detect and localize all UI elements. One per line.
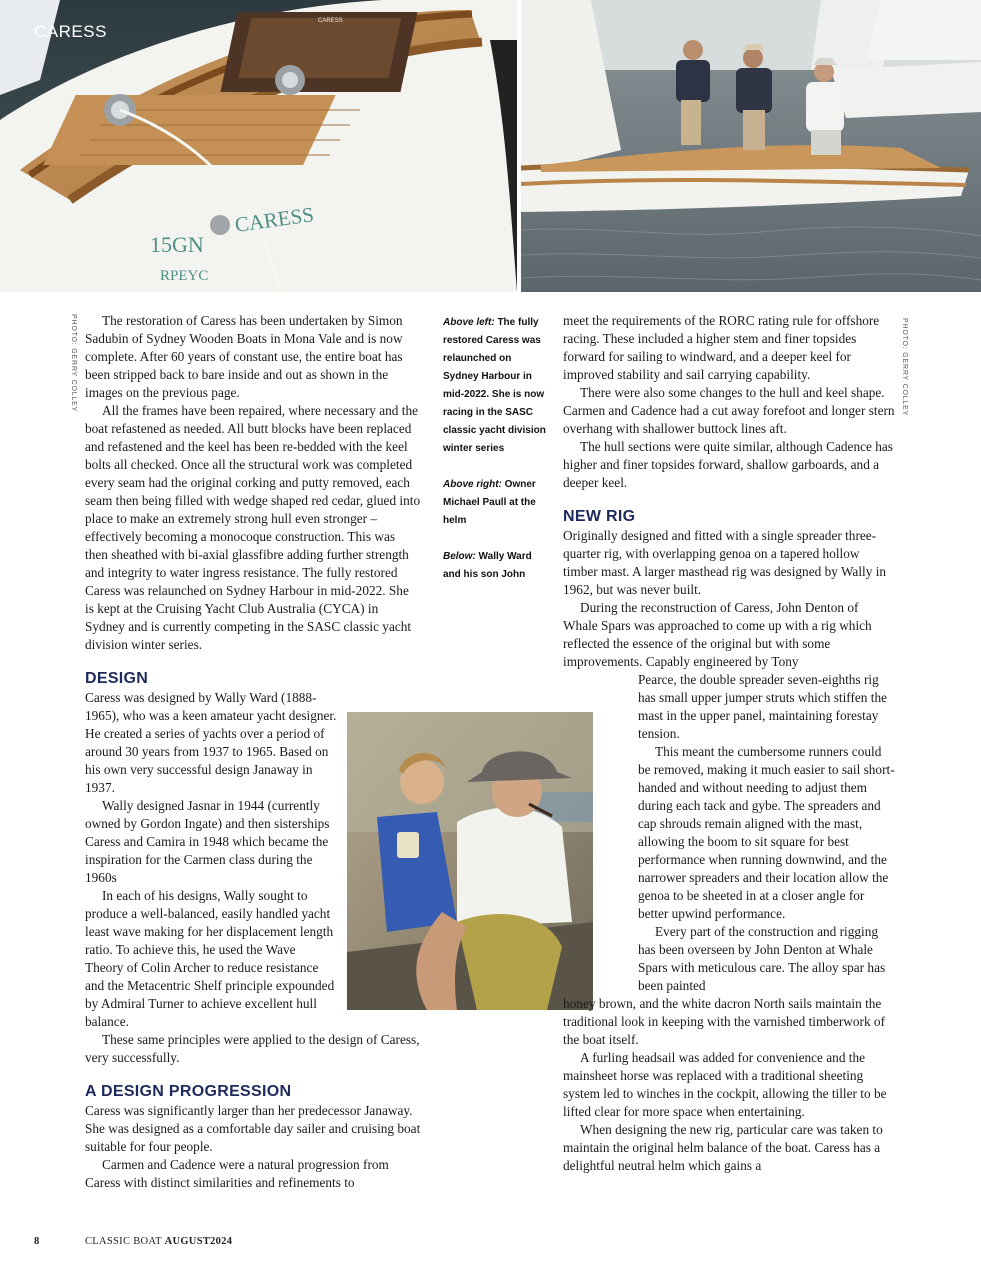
body-paragraph: All the frames have been repaired, where necessary and the boat refastened as needed. All butt blocks have been replaced and refastened and the keel has been re-bedded with the keel bolts all checked. Once all the structural work was completed every seam had the original corking and putty removed, each seam then being filled with wedge shaped red cedar, glued into place to make an extremely strong hull even stronger – effectively becoming a monocoque construction. This was then sheathed with bi-axial glassfibre adding further strength and integrity to water ingress resistance. The fully restored Caress was relaunched on Sydney Harbour in mid-2022. She is kept at the Cruising Yacht Club Australia (CYCA) in Sydney and is currently competing in the SASC classic yacht division winter series. bbox=[85, 403, 421, 652]
heading-design-progression: A DESIGN PROGRESSION bbox=[85, 1083, 292, 1100]
photo-credit-right: PHOTO: GERRY COLLEY bbox=[901, 318, 908, 417]
photo-tag: CARESS bbox=[34, 22, 107, 41]
photo-wally-ward-and-son bbox=[347, 712, 593, 1010]
body-paragraph: Originally designed and fitted with a single spreader three-quarter rig, with overlapping genoa on a tapered hollow timber mast. A larger masthead rig was designed by Wally in 1962, but was never built. bbox=[563, 528, 887, 597]
body-paragraph: The restoration of Caress has been undertaken by Simon Sadubin of Sydney Wooden Boats in Mona Vale and is now complete. After 60 years of constant use, the entire boat has been stripped back to bare inside and out as shown in the images on the previous page. bbox=[85, 313, 403, 400]
body-paragraph: This meant the cumbersome runners could be removed, making it much easier to sail short-handed and without needing to adjust them during each tack and gybe. The spreaders and cap shrouds remain aligned with the mast, allowing the boom to sit square for best performance when running downwind, and the narrower spreaders and their location allow the genoa to be sheeted in at a closer angle for better upwind performance. bbox=[638, 744, 895, 921]
photo-credit-left: PHOTO: GERRY COLLEY bbox=[70, 314, 77, 413]
body-paragraph: Pearce, the double spreader seven-eighths rig has small upper jumper struts which stiffen the mast in the upper panel, maintaining forestay tension. bbox=[638, 672, 888, 741]
body-paragraph: In each of his designs, Wally sought to produce a well-balanced, easily handled yacht least wave making for her displacement length ratio. To achieve this, he used the Wave Theory of Colin Archer to reduce resistance and the Metacentric Shelf principle expounded by Admiral Turner to achieve excellent hull balance. bbox=[85, 888, 335, 1029]
photo-owner-at-helm bbox=[521, 0, 981, 292]
article-column-3 bbox=[563, 312, 895, 1175]
body-paragraph: During the reconstruction of Caress, John Denton of Whale Spars was approached to come up with a rig which reflected the essence of the original but with some improvements. Capably engineered by Tony bbox=[563, 600, 872, 669]
heading-new-rig: NEW RIG bbox=[563, 508, 636, 525]
photo-captions bbox=[443, 314, 547, 602]
body-paragraph: The hull sections were quite similar, although Cadence has higher and finer topsides forward, shallow garboards, and a deeper keel. bbox=[563, 439, 893, 490]
photo-caress-deck bbox=[0, 0, 517, 292]
hull-sail-number: 15GN bbox=[150, 232, 204, 257]
caption-above-left: Above left: The fully restored Caress was relaunched on Sydney Harbour in mid-2022. She is now racing in the SASC classic yacht division winter series bbox=[443, 317, 546, 454]
body-paragraph: A furling headsail was added for convenience and the mainsheet horse was replaced with a traditional sheeting system led to winches in the cockpit, allowing the tiller to be lifted clear for more space when entertaining. bbox=[563, 1050, 887, 1119]
magazine-footer bbox=[85, 1236, 232, 1247]
hull-club: RPEYC bbox=[160, 268, 209, 284]
body-paragraph: Caress was designed by Wally Ward (1888-1965), who was a keen amateur yacht designer. He created a series of yachts over a period of around 30 years from 1937 to 1965. Based on his own very successful design Janaway in 1937. bbox=[85, 690, 337, 795]
body-paragraph: There were also some changes to the hull and keel shape. Carmen and Cadence had a cut away forefoot and longer stern overhang with shallower buttock lines aft. bbox=[563, 385, 895, 436]
caption-below: Below: Wally Ward and his son John bbox=[443, 551, 532, 580]
body-paragraph: honey brown, and the white dacron North sails maintain the traditional look in keeping with the varnished timberwork of the boat itself. bbox=[563, 996, 886, 1047]
body-paragraph: Caress was significantly larger than her predecessor Janaway. She was designed as a comfortable day sailer and cruising boat suitable for four people. bbox=[85, 1103, 421, 1154]
heading-design: DESIGN bbox=[85, 670, 149, 687]
page-number: 8 bbox=[34, 1236, 40, 1247]
body-paragraph: Every part of the construction and rigging has been overseen by John Denton at Whale Spars with meticulous care. The alloy spar has been painted bbox=[638, 924, 886, 993]
body-paragraph: Carmen and Cadence were a natural progression from Caress with distinct similarities and refinements to bbox=[85, 1157, 389, 1190]
magazine-title: CLASSIC BOAT bbox=[85, 1236, 162, 1247]
body-paragraph: These same principles were applied to the design of Caress, very successfully. bbox=[85, 1032, 420, 1065]
magazine-issue: AUGUST2024 bbox=[164, 1236, 233, 1247]
body-paragraph: meet the requirements of the RORC rating rule for offshore racing. These included a higher stem and finer topsides forward for sailing to windward, and a deeper keel for improved stability and sail carrying capability. bbox=[563, 313, 880, 382]
body-paragraph: When designing the new rig, particular care was taken to maintain the original helm balance of the boat. Caress has a delightful neutral helm which gains a bbox=[563, 1122, 883, 1173]
body-paragraph: Wally designed Jasnar in 1944 (currently owned by Gordon Ingate) and then sisterships Caress and Camira in 1948 which became the inspiration for the Carmen class during the 1960s bbox=[85, 798, 330, 885]
hatch-name: CARESS bbox=[318, 18, 343, 24]
hull-name: CARESS bbox=[233, 202, 316, 237]
caption-above-right: Above right: Owner Michael Paull at the helm bbox=[443, 479, 536, 526]
